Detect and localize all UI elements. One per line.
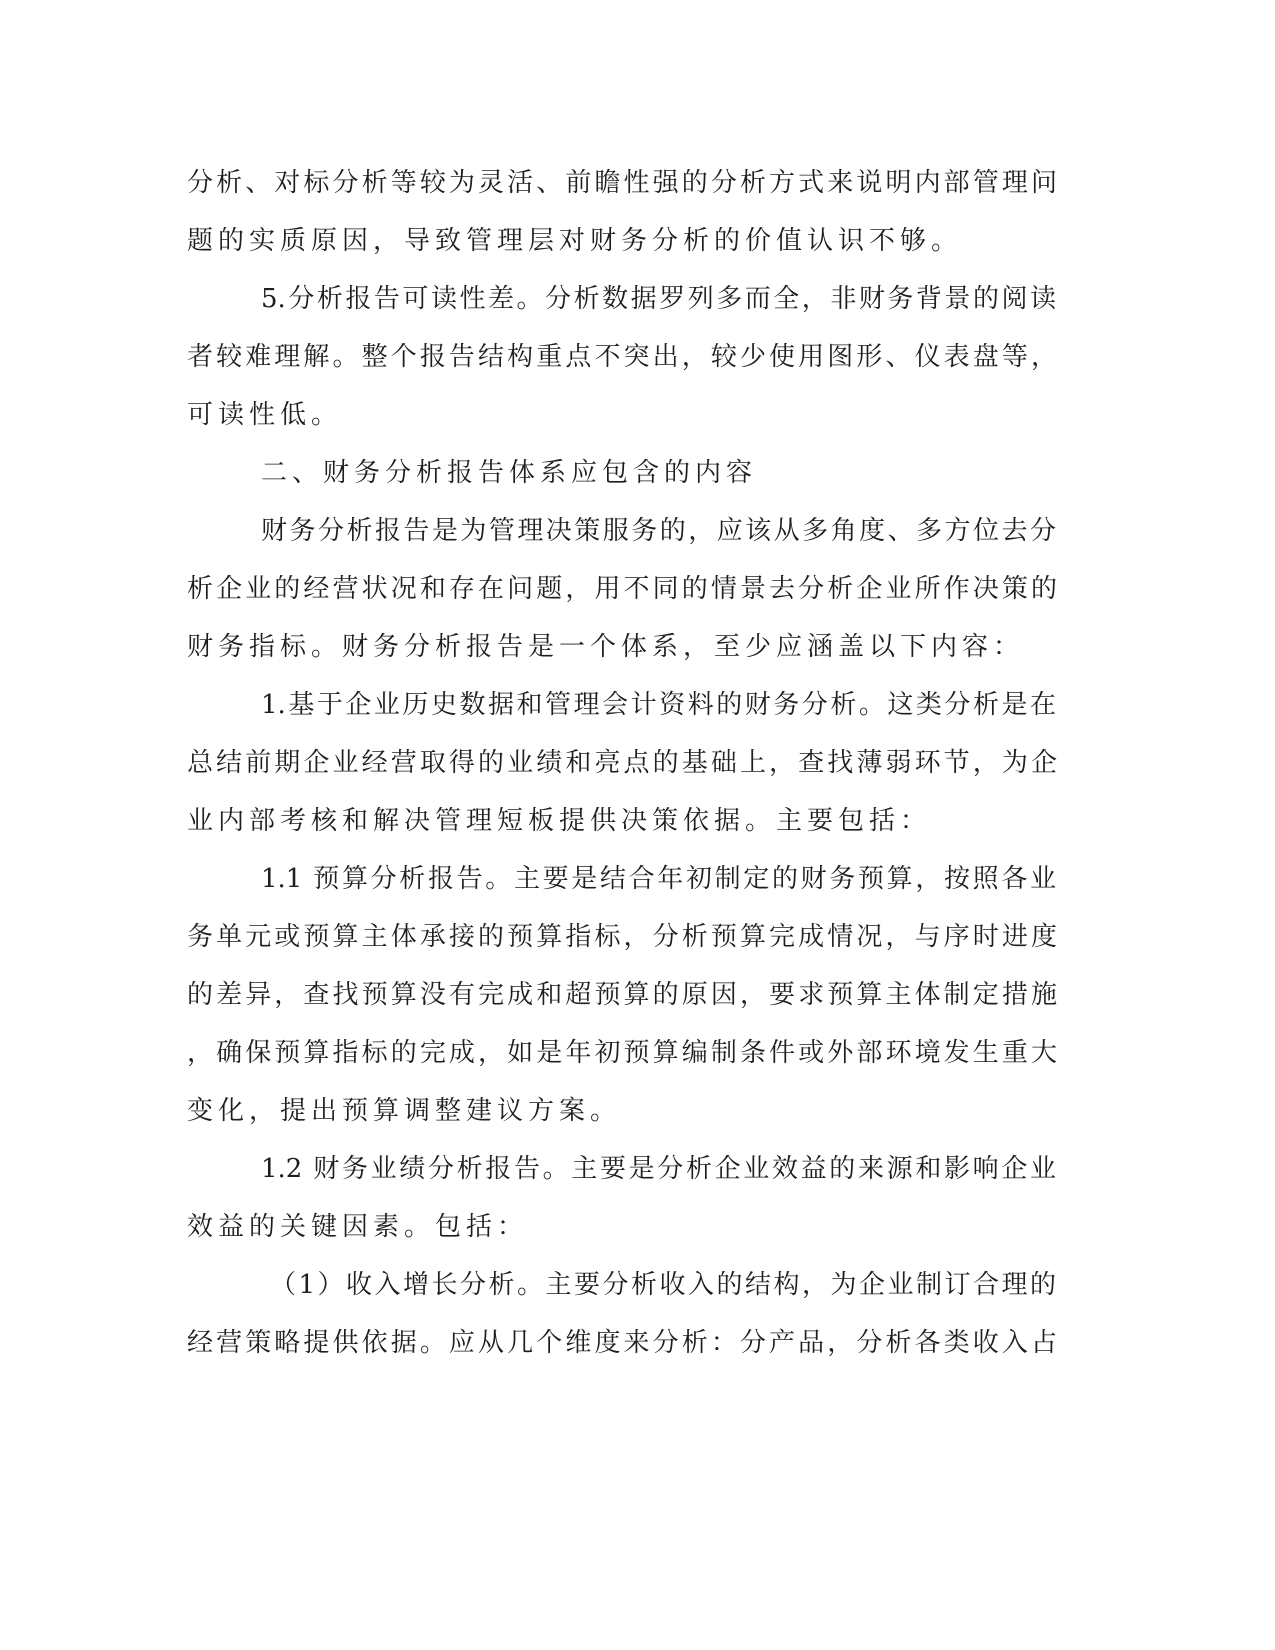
text-line: 效益的关键因素。包括： [187, 1212, 529, 1242]
text-line: ，确保预算指标的完成，如是年初预算编制条件或外部环境发生重大 [187, 1038, 1057, 1068]
text-line: 析企业的经营状况和存在问题，用不同的情景去分析企业所作决策的 [187, 574, 1057, 604]
paragraph-line: （1）收入增长分析。主要分析收入的结构，为企业制订合理的 [270, 1270, 1056, 1300]
text-line: 业内部考核和解决管理短板提供决策依据。主要包括： [187, 806, 932, 836]
paragraph-line: 1.基于企业历史数据和管理会计资料的财务分析。这类分析是在 [261, 690, 1056, 720]
text-line: 务单元或预算主体承接的预算指标，分析预算完成情况，与序时进度 [187, 922, 1057, 952]
text-line: 可读性低。 [187, 400, 343, 430]
section-heading: 二、财务分析报告体系应包含的内容 [261, 458, 758, 488]
text-line: 的差异，查找预算没有完成和超预算的原因，要求预算主体制定措施 [187, 980, 1057, 1010]
text-line: 分析、对标分析等较为灵活、前瞻性强的分析方式来说明内部管理问 [187, 168, 1057, 198]
text-line: 者较难理解。整个报告结构重点不突出，较少使用图形、仪表盘等， [187, 342, 1057, 372]
text-line: 变化，提出预算调整建议方案。 [187, 1096, 622, 1126]
paragraph-line: 1.1 预算分析报告。主要是结合年初制定的财务预算，按照各业 [261, 864, 1056, 894]
paragraph-line: 5.分析报告可读性差。分析数据罗列多而全，非财务背景的阅读 [261, 284, 1056, 314]
paragraph-line: 财务分析报告是为管理决策服务的，应该从多角度、多方位去分 [261, 516, 1056, 546]
text-line: 经营策略提供依据。应从几个维度来分析：分产品，分析各类收入占 [187, 1328, 1057, 1358]
paragraph-line: 1.2 财务业绩分析报告。主要是分析企业效益的来源和影响企业 [261, 1154, 1056, 1184]
text-line: 财务指标。财务分析报告是一个体系，至少应涵盖以下内容： [187, 632, 1025, 662]
text-line: 题的实质原因，导致管理层对财务分析的价值认识不够。 [187, 226, 963, 256]
text-line: 总结前期企业经营取得的业绩和亮点的基础上，查找薄弱环节，为企 [187, 748, 1057, 778]
